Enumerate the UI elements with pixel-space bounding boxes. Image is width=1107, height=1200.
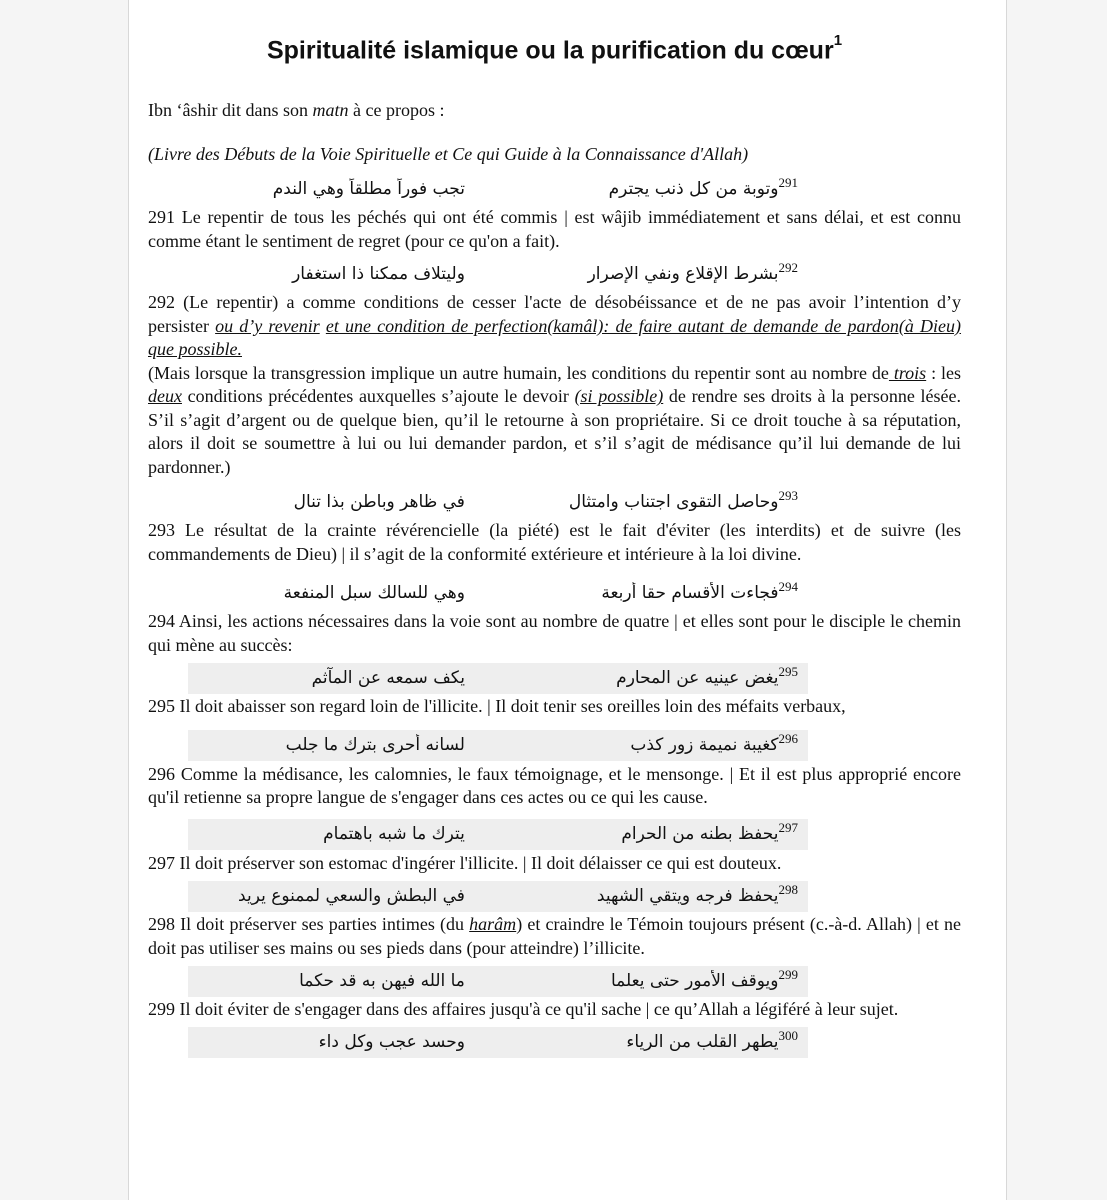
title-text: Spiritualité islamique ou la purification du cœur xyxy=(266,36,834,65)
verse-hemistich-right: كغيبة نميمة زور كذب xyxy=(630,735,779,756)
page-title xyxy=(148,30,961,65)
verse-hemistich-right: يطهر القلب من الرياء xyxy=(626,1032,779,1053)
translation-296: 296 Comme la médisance, les calomnies, le faux témoignage, et le mensonge. | Et il est plus approprié encore qu'il retienne sa propre langue de s'engager dans ces actes ou ce qui les cause. xyxy=(148,763,961,808)
intro-text-end: à ce propos : xyxy=(348,100,445,121)
verse-number: 291 xyxy=(778,174,798,190)
verse-hemistich-left: يترك ما شبه باهتمام xyxy=(323,824,465,845)
verse-298 xyxy=(148,879,961,913)
verse-hemistich-right: يحفظ بطنه من الحرام xyxy=(621,824,779,845)
verse-hemistich-left: وحسد عجب وكل داء xyxy=(318,1032,465,1053)
verse-hemistich-left: في ظاهر وباطن بذا تنال xyxy=(293,491,465,512)
verse-293 xyxy=(148,485,961,519)
translation-text: 298 Il doit préserver ses parties intimes (du xyxy=(148,914,470,935)
verse-number: 295 xyxy=(778,663,798,679)
intro-italic: matn xyxy=(312,100,349,121)
note-text: (Mais lorsque la transgression implique un autre humain, les conditions du repentir sont au nombre de xyxy=(148,362,889,383)
verse-296 xyxy=(148,729,961,763)
verse-hemistich-left: وهي للسالك سبل المنفعة xyxy=(283,582,465,603)
translation-294: 294 Ainsi, les actions nécessaires dans la voie sont au nombre de quatre | et elles sont pour le disciple le chemin qui mène au succès: xyxy=(148,611,961,655)
verse-hemistich-right: وحاصل التقوى اجتناب وامتثال xyxy=(568,491,779,512)
underlined-text: (si possible) xyxy=(574,386,664,407)
repentance-note xyxy=(148,362,961,480)
verse-number: 299 xyxy=(778,966,798,982)
intro-text: Ibn ‘âshir dit dans son xyxy=(148,100,313,121)
verse-number: 296 xyxy=(778,731,798,747)
verse-number: 297 xyxy=(778,820,798,836)
underlined-text: deux xyxy=(148,386,182,407)
underlined-text: ou d’y revenir xyxy=(215,315,320,336)
translation-295: 295 Il doit abaisser son regard loin de l'illicite. | Il doit tenir ses oreilles loin des méfaits verbaux, xyxy=(148,696,846,717)
note-text: conditions précédentes auxquelles s’ajoute le devoir xyxy=(181,386,575,407)
document-content xyxy=(148,30,961,1060)
verse-hemistich-right: ويوقف الأمور حتى يعلما xyxy=(610,970,779,991)
intro-line xyxy=(148,99,961,123)
verse-hemistich-left: لسانه أحرى بترك ما جلب xyxy=(285,735,465,756)
translation-text: ) et craindre le Témoin toujours présent (c.-à-d. Allah) | et ne doit pas utiliser ses mains ou ses pieds dans (pour atteindre) l’illicite. xyxy=(148,914,961,958)
translation-text: 292 (Le repentir) a comme conditions de cesser l'acte de désobéissance et de ne pas avoir l’intention d’y persister xyxy=(148,292,961,336)
verse-hemistich-left: وليتلاف ممكنا ذا استغفار xyxy=(292,263,465,284)
verse-292 xyxy=(148,257,961,291)
note-text: de rendre ses droits à la personne lésée. S’il s’agit d’argent ou de quelque bien, qu’il le retourne à son propriétaire. Si ce droit touche à sa réputation, alors il doit se soumettre à lui ou lui demander pardon, et s’il s’agit de médisance qu’il lui demande de lui pardonner.) xyxy=(148,386,961,477)
verse-297 xyxy=(148,818,961,852)
verse-291 xyxy=(148,172,961,206)
document-page xyxy=(128,0,1007,1200)
verse-hemistich-left: ما الله فيهن به قد حكما xyxy=(299,970,465,991)
verse-hemistich-left: تجب فوراً مطلقاً وهي الندم xyxy=(272,178,465,199)
verse-hemistich-right: يغض عينيه عن المحارم xyxy=(616,667,779,688)
verse-hemistich-left: في البطش والسعي لممنوع يريد xyxy=(238,885,465,906)
verse-hemistich-right: وتوبة من كل ذنب يجترم xyxy=(608,178,779,199)
book-title: (Livre des Débuts de la Voie Spirituelle et Ce qui Guide à la Connaissance d'Allah) xyxy=(148,143,749,164)
footnote-marker[interactable]: 1 xyxy=(833,32,843,49)
translation-297: 297 Il doit préserver son estomac d'ingérer l'illicite. | Il doit délaisser ce qui est douteux. xyxy=(148,852,782,873)
translation-298 xyxy=(148,913,961,960)
translation-292 xyxy=(148,291,961,362)
verse-number: 293 xyxy=(778,487,798,503)
verse-hemistich-left: يكف سمعه عن المآثم xyxy=(311,667,465,688)
verse-294 xyxy=(148,576,961,610)
underlined-text: trois xyxy=(888,362,927,383)
verse-number: 294 xyxy=(778,578,798,594)
verse-299 xyxy=(148,964,961,998)
translation-293: 293 Le résultat de la crainte révérencielle (la piété) est le fait d'éviter (les interdits) et de suivre (les commandements de Dieu) | il s’agit de la conformité extérieure et intérieure à la loi divine. xyxy=(148,520,961,564)
underlined-text: harâm xyxy=(469,914,517,935)
verse-hemistich-right: يحفظ فرجه ويتقي الشهيد xyxy=(596,885,779,906)
verse-number: 300 xyxy=(778,1028,798,1044)
note-text: : les xyxy=(926,362,961,383)
underlined-text: et une condition de perfection(kamâl): de faire autant de demande de pardon(à Dieu) que possible. xyxy=(148,315,962,360)
translation-299: 299 Il doit éviter de s'engager dans des affaires jusqu'à ce qu'il sache | ce qu’Allah a légiféré à leur sujet. xyxy=(148,999,899,1020)
verse-number: 292 xyxy=(778,259,798,275)
verse-hemistich-right: فجاءت الأقسام حقا أربعة xyxy=(601,582,779,603)
verse-number: 298 xyxy=(778,881,798,897)
verse-300 xyxy=(148,1026,961,1060)
verse-hemistich-right: بشرط الإقلاع ونفي الإصرار xyxy=(587,263,779,284)
translation-291: 291 Le repentir de tous les péchés qui ont été commis | est wâjib immédiatement et sans délai, et est connu comme étant le sentiment de regret (pour ce qu'on a fait). xyxy=(148,207,961,251)
verse-295 xyxy=(148,661,961,695)
